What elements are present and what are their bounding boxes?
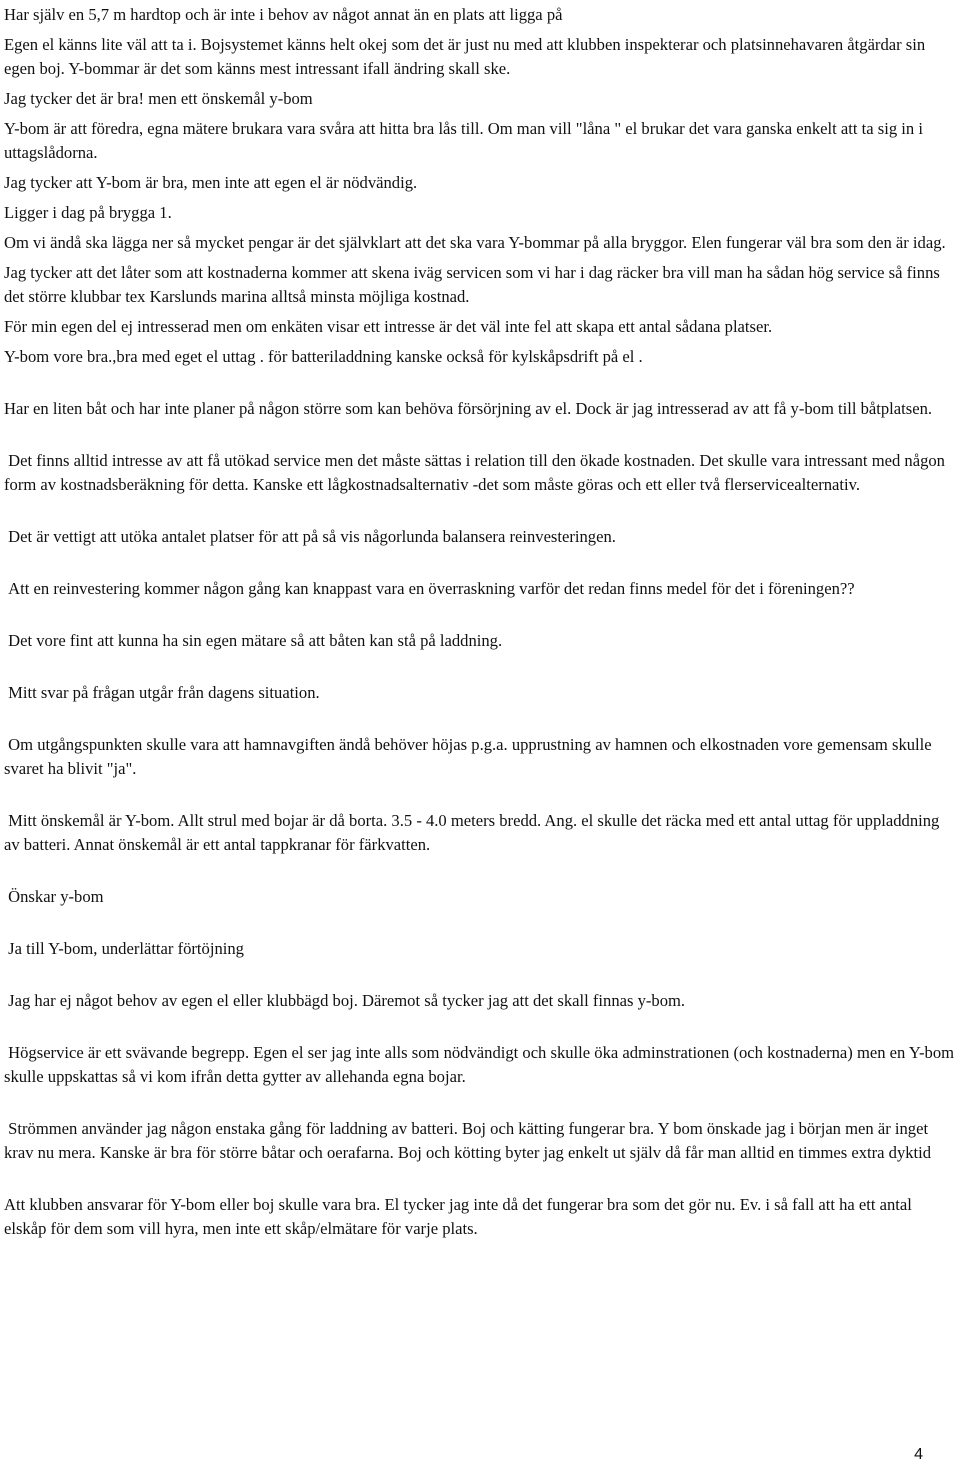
paragraph: Har själv en 5,7 m hardtop och är inte i behov av något annat än en plats att ligga på <box>4 5 563 24</box>
paragraph: Det är vettigt att utöka antalet platser för att på så vis någorlunda balansera reinvesteringen. <box>4 527 616 546</box>
paragraph: Om vi ändå ska lägga ner så mycket pengar är det självklart att det ska vara Y-bommar på alla bryggor. Elen fungerar väl bra som den är idag. <box>4 233 946 252</box>
paragraph: Jag tycker det är bra! men ett önskemål y-bom <box>4 89 313 108</box>
paragraph: Om utgångspunkten skulle vara att hamnavgiften ändå behöver höjas p.g.a. upprustning av hamnen och elkostnaden vore gemensam skulle svaret ha blivit "ja". <box>4 735 936 778</box>
paragraph: Mitt svar på frågan utgår från dagens situation. <box>4 683 320 702</box>
paragraph: Jag tycker att det låter som att kostnaderna kommer att skena iväg servicen som vi har i dag räcker bra vill man ha sådan hög service så finns det större klubbar tex Karslunds marina alltså minsta möjliga kostnad. <box>4 263 945 306</box>
paragraph: Önskar y-bom <box>4 887 104 906</box>
paragraph: Jag har ej något behov av egen el eller klubbägd boj. Däremot så tycker jag att det skall finnas y-bom. <box>4 991 686 1010</box>
paragraph: Y-bom vore bra.,bra med eget el uttag . för batteriladdning kanske också för kylskåpsdrift på el . <box>4 347 643 366</box>
page-number: 4 <box>914 1446 923 1463</box>
paragraph: Det vore fint att kunna ha sin egen mätare så att båten kan stå på laddning. <box>4 631 503 650</box>
paragraph: Egen el känns lite väl att ta i. Bojsystemet känns helt okej som det är just nu med att klubben inspekterar och platsinnehavaren åtgärdar sin egen boj. Y-bommar är det som känns mest intressant ifall ändring skall ske. <box>4 35 930 78</box>
paragraph: Strömmen använder jag någon enstaka gång för laddning av batteri. Boj och kätting fungerar bra. Y bom önskade jag i början men är inget krav nu mera. Kanske är bra för större båtar och oerafarna. Boj och kötting byter jag enkelt ut själv då får man alltid en timmes extra dyktid <box>4 1119 933 1162</box>
paragraph: Det finns alltid intresse av att få utökad service men det måste sättas i relation till den ökade kostnaden. Det skulle vara intressant med någon form av kostnadsberäkning för detta. Kanske ett lågkostnadsalternativ -det som måste göras och ett eller två flerservicealternativ. <box>4 451 950 494</box>
paragraph: Ja till Y-bom, underlättar förtöjning <box>4 939 244 958</box>
paragraph: Ligger i dag på brygga 1. <box>4 203 172 222</box>
paragraph: Har en liten båt och har inte planer på någon större som kan behöva försörjning av el. Dock är jag intresserad av att få y-bom till båtplatsen. <box>4 399 933 418</box>
document-body <box>4 3 958 1241</box>
paragraph: Mitt önskemål är Y-bom. Allt strul med bojar är då borta. 3.5 - 4.0 meters bredd. Ang. el skulle det räcka med ett antal uttag för uppladdning av batteri. Annat önskemål är ett antal tappkranar för färkvatten. <box>4 811 944 854</box>
paragraph: Y-bom är att föredra, egna mätere brukara vara svåra att hitta bra lås till. Om man vill "låna " el brukar det vara ganska enkelt att ta sig in i uttagslådorna. <box>4 119 928 162</box>
paragraph: Högservice är ett svävande begrepp. Egen el ser jag inte alls som nödvändigt och skulle öka adminstrationen (och kostnaderna) men en Y-bom skulle uppskattas så vi kom ifrån detta gytter av allehanda egna bojar. <box>4 1043 959 1086</box>
paragraph: Att en reinvestering kommer någon gång kan knappast vara en överraskning varför det redan finns medel för det i föreningen?? <box>4 579 855 598</box>
paragraph: Jag tycker att Y-bom är bra, men inte att egen el är nödvändig. <box>4 173 418 192</box>
paragraph: Att klubben ansvarar för Y-bom eller boj skulle vara bra. El tycker jag inte då det fungerar bra som det gör nu. Ev. i så fall att ha ett antal elskåp för dem som vill hyra, men inte ett skåp/elmätare för varje plats. <box>4 1195 917 1238</box>
paragraph: För min egen del ej intresserad men om enkäten visar ett intresse är det väl inte fel att skapa ett antal sådana platser. <box>4 317 773 336</box>
